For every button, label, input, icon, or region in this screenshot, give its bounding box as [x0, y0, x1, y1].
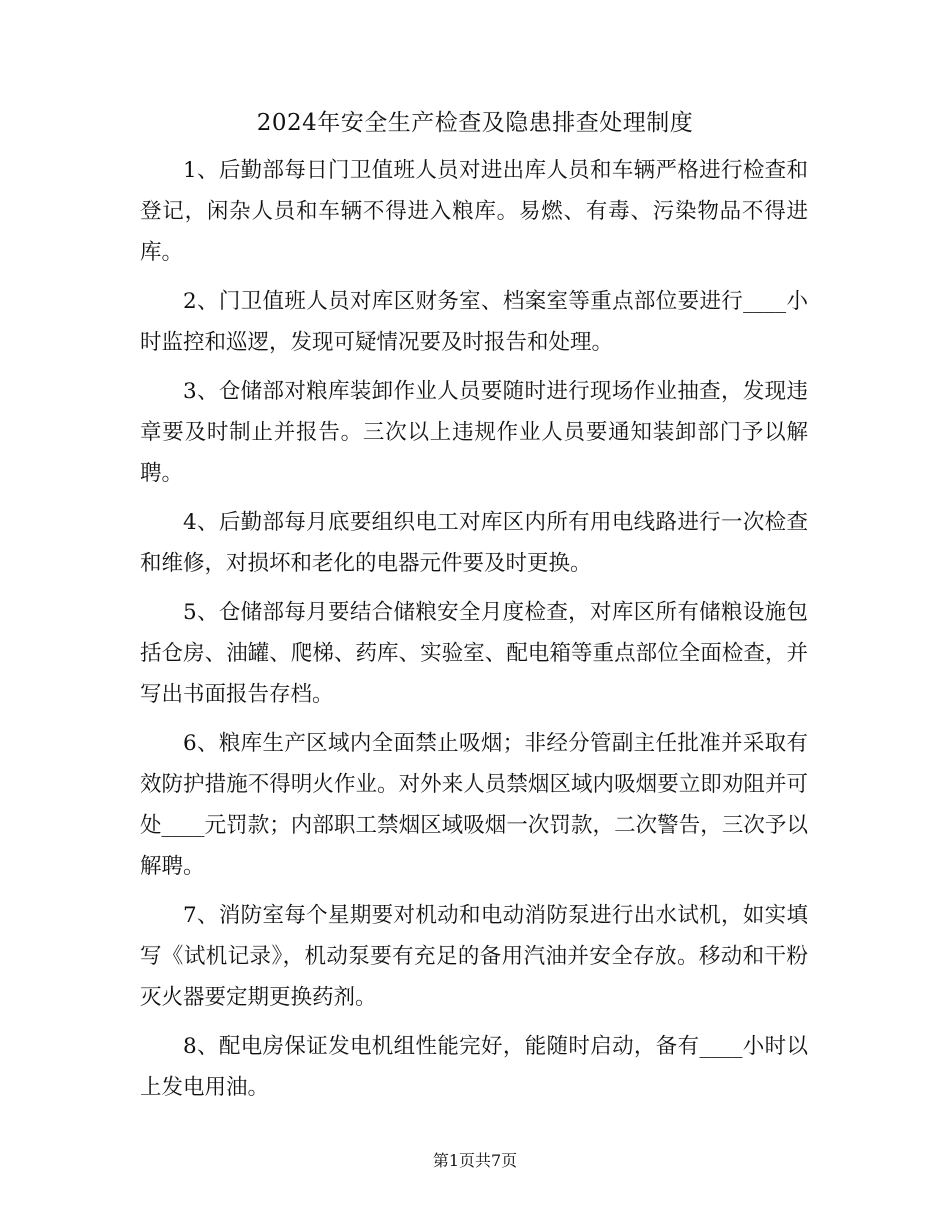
paragraph-7: 7、消防室每个星期要对机动和电动消防泵进行出水试机，如实填写《试机记录》，机动泵要有充足的备用汽油并安全存放。移动和干粉灭火器要定期更换药剂。	[140, 903, 808, 1010]
paragraph-4: 4、后勤部每月底要组织电工对库区内所有用电线路进行一次检查和维修，对损坏和老化的电器元件要及时更换。	[140, 510, 808, 576]
document-body	[140, 150, 808, 1116]
paragraph-3: 3、仓储部对粮库装卸作业人员要随时进行现场作业抽查，发现违章要及时制止并报告。三次以上违规作业人员要通知装卸部门予以解聘。	[140, 379, 808, 486]
page-number-footer: 第1页共7页	[432, 1151, 518, 1170]
paragraph-2: 2、门卫值班人员对库区财务室、档案室等重点部位要进行____小时监控和巡逻，发现可疑情况要及时报告和处理。	[140, 289, 808, 355]
paragraph-6: 6、粮库生产区域内全面禁止吸烟；非经分管副主任批准并采取有效防护措施不得明火作业。对外来人员禁烟区域内吸烟要立即劝阻并可处____元罚款；内部职工禁烟区域吸烟一次罚款，二次警告，三次予以解聘。	[140, 731, 808, 879]
paragraph-8: 8、配电房保证发电机组性能完好，能随时启动，备有____小时以上发电用油。	[140, 1034, 808, 1100]
paragraph-1: 1、后勤部每日门卫值班人员对进出库人员和车辆严格进行检查和登记，闲杂人员和车辆不得进入粮库。易燃、有毒、污染物品不得进库。	[140, 158, 808, 265]
paragraph-5: 5、仓储部每月要结合储粮安全月度检查，对库区所有储粮设施包括仓房、油罐、爬梯、药库、实验室、配电箱等重点部位全面检查，并写出书面报告存档。	[140, 600, 808, 707]
document-title: 2024年安全生产检查及隐患排查处理制度	[256, 110, 694, 136]
